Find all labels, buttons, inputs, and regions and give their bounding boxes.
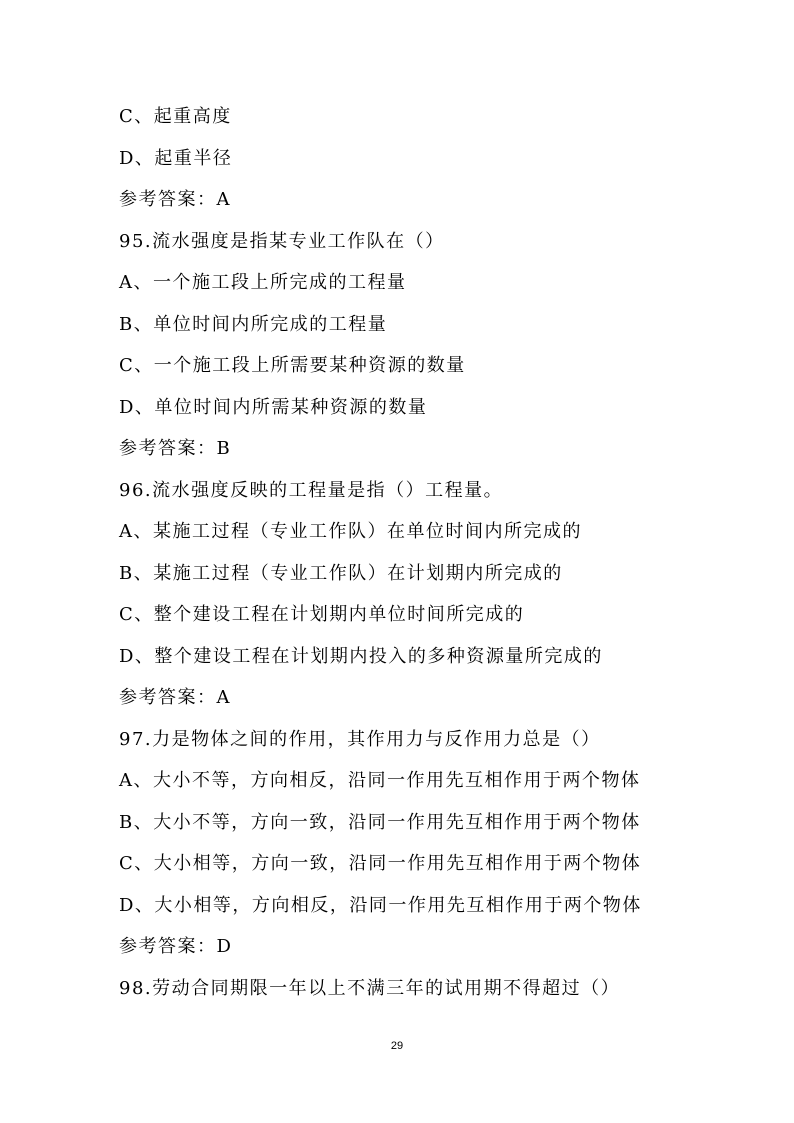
document-body: [119, 96, 739, 1009]
q96-option-d: D、整个建设工程在计划期内投入的多种资源量所完成的: [119, 645, 603, 667]
q97-option-a: A、大小不等，方向相反，沿同一作用先互相作用于两个物体: [119, 770, 641, 791]
option-c-line: C、起重高度: [119, 106, 232, 127]
q95-option-c: C、一个施工段上所需要某种资源的数量: [119, 355, 466, 376]
q97-answer: 参考答案：D: [119, 936, 233, 957]
question-97: 97.力是物体之间的作用，其作用力与反作用力总是（）: [119, 728, 601, 750]
q95-option-d: D、单位时间内所需某种资源的数量: [119, 396, 428, 418]
q95-answer: 参考答案：B: [119, 438, 232, 459]
q97-option-d: D、大小相等，方向相反，沿同一作用先互相作用于两个物体: [119, 894, 642, 916]
question-98: 98.劳动合同期限一年以上不满三年的试用期不得超过（）: [119, 977, 621, 999]
question-95: 95.流水强度是指某专业工作队在（）: [119, 230, 445, 252]
q96-option-c: C、整个建设工程在计划期内单位时间所完成的: [119, 604, 525, 625]
answer-line: 参考答案：A: [119, 189, 231, 210]
q96-answer: 参考答案：A: [119, 687, 231, 708]
q97-option-c: C、大小相等，方向一致，沿同一作用先互相作用于两个物体: [119, 853, 642, 874]
q96-option-b: B、某施工过程（专业工作队）在计划期内所完成的: [119, 562, 563, 584]
q95-option-b: B、单位时间内所完成的工程量: [119, 313, 388, 335]
question-96: 96.流水强度反映的工程量是指（）工程量。: [119, 479, 504, 501]
q96-option-a: A、某施工过程（专业工作队）在单位时间内所完成的: [119, 521, 582, 542]
page-number: 29: [390, 1040, 404, 1052]
q95-option-a: A、一个施工段上所完成的工程量: [119, 272, 407, 293]
option-d-line: D、起重半径: [119, 147, 233, 169]
q97-option-b: B、大小不等，方向一致，沿同一作用先互相作用于两个物体: [119, 811, 641, 833]
